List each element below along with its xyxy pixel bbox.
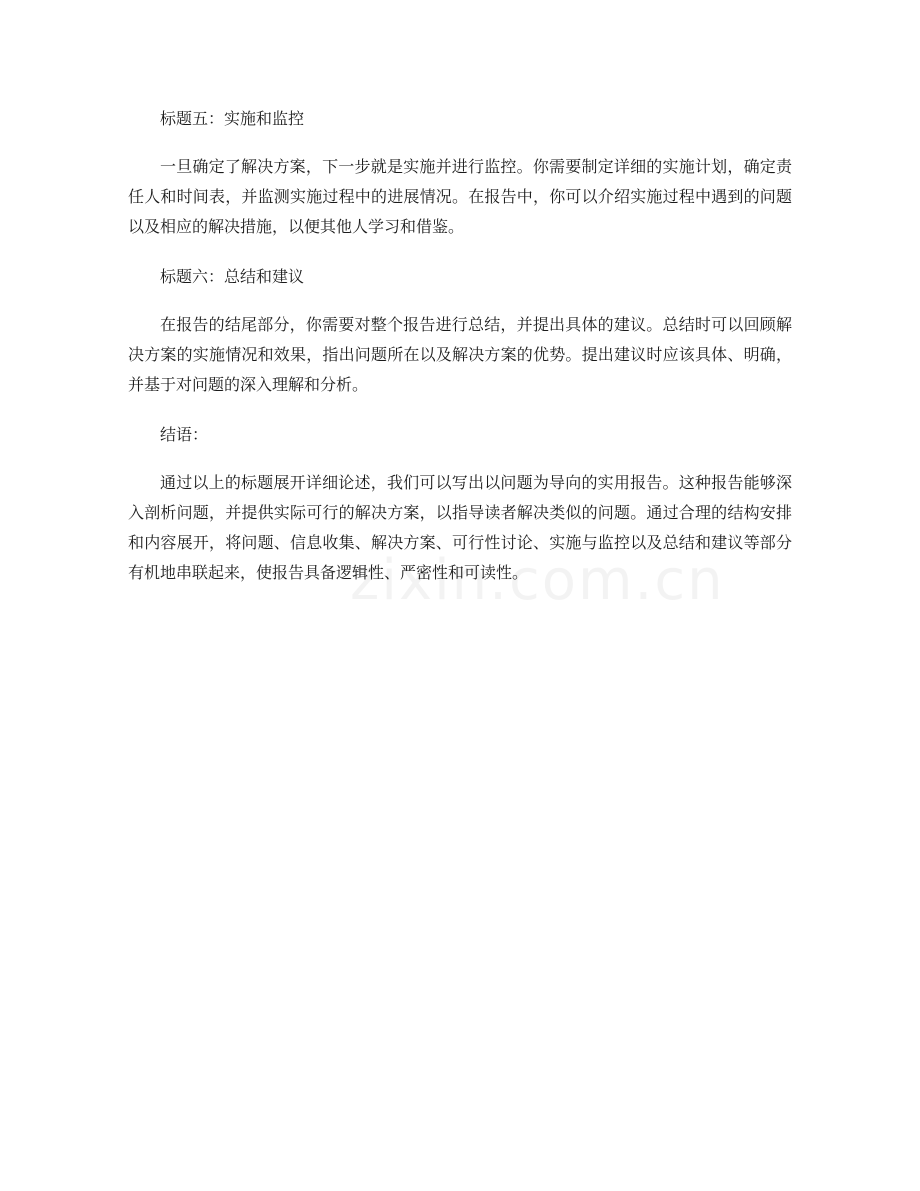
section-paragraph-6: 在报告的结尾部分，你需要对整个报告进行总结，并提出具体的建议。总结时可以回顾解决方案的实施情况和效果，指出问题所在以及解决方案的优势。提出建议时应该具体、明确，并基于对问题的深入理解和分析。: [128, 315, 792, 394]
conclusion-paragraph: 通过以上的标题展开详细论述，我们可以写出以问题为导向的实用报告。这种报告能够深入剖析问题，并提供实际可行的解决方案，以指导读者解决类似的问题。通过合理的结构安排和内容展开，将问题、信息收集、解决方案、可行性讨论、实施与监控以及总结和建议等部分有机地串联起来，使报告具备逻辑性、严密性和可读性。: [128, 473, 792, 582]
section-paragraph-5: 一旦确定了解决方案，下一步就是实施并进行监控。你需要制定详细的实施计划，确定责任人和时间表，并监测实施过程中的进展情况。在报告中，你可以介绍实施过程中遇到的问题以及相应的解决措施，以便其他人学习和借鉴。: [128, 157, 792, 236]
section-heading-6: 标题六：总结和建议: [160, 267, 305, 286]
conclusion-heading: 结语：: [160, 425, 209, 444]
section-heading-5: 标题五：实施和监控: [160, 109, 305, 128]
document-body: [128, 104, 792, 608]
